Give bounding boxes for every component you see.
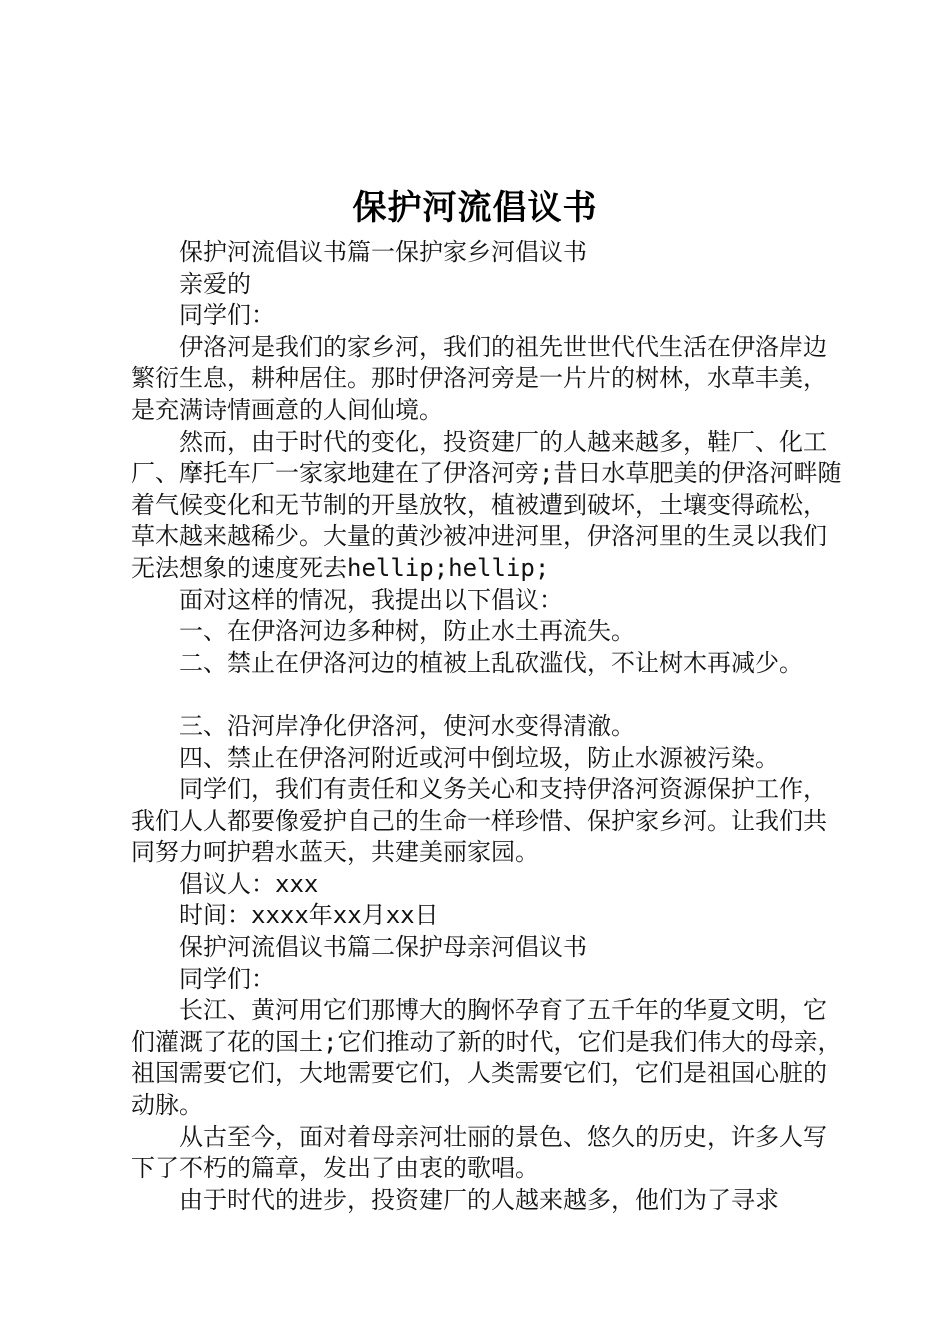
blank-line	[131, 679, 843, 711]
paragraph-proposal-lead: 面对这样的情况，我提出以下倡议：	[179, 585, 563, 614]
paragraph-subtitle-2: 保护河流倡议书篇二保护母亲河倡议书	[179, 933, 587, 962]
paragraph-call-to-action: 同学们，我们有责任和义务关心和支持伊洛河资源保护工作，我们人人都要像爱护自己的生命一样珍惜、保护家乡河。让我们共同努力呵护碧水蓝天，共建美丽家园。	[131, 775, 827, 867]
paragraph-addressee: 同学们：	[179, 301, 275, 330]
paragraph-signer: 倡议人：xxx	[179, 869, 319, 898]
paragraph-addressee-2: 同学们：	[179, 964, 275, 993]
paragraph-salutation: 亲爱的	[179, 269, 251, 298]
paragraph-progress: 由于时代的进步，投资建厂的人越来越多，他们为了寻求	[179, 1185, 779, 1214]
paragraph-proposal-3: 三、沿河岸净化伊洛河，使河水变得清澈。	[179, 711, 635, 740]
paragraph-mother-river: 长江、黄河用它们那博大的胸怀孕育了五千年的华夏文明，它们灌溉了花的国土;它们推动了新的时代，它们是我们伟大的母亲，祖国需要它们，大地需要它们，人类需要它们，它们是祖国心脏的动脉。	[131, 996, 842, 1120]
paragraph-subtitle-1: 保护河流倡议书篇一保护家乡河倡议书	[179, 238, 587, 266]
paragraph-intro: 伊洛河是我们的家乡河，我们的祖先世世代代生活在伊洛岸边繁衍生息，耕种居住。那时伊洛河旁是一片片的树林，水草丰美，是充满诗情画意的人间仙境。	[131, 332, 827, 424]
document-title: 保护河流倡议书	[352, 188, 598, 228]
paragraph-proposal-4: 四、禁止在伊洛河附近或河中倒垃圾，防止水源被污染。	[179, 743, 779, 772]
paragraph-history: 从古至今，面对着母亲河壮丽的景色、悠久的历史，许多人写下了不朽的篇章，发出了由衷的歌唱。	[131, 1122, 827, 1183]
paragraph-proposal-2: 二、禁止在伊洛河边的植被上乱砍滥伐，不让树木再减少。	[179, 648, 803, 677]
paragraph-problem: 然而，由于时代的变化，投资建厂的人越来越多，鞋厂、化工厂、摩托车厂一家家地建在了伊洛河旁;昔日水草肥美的伊洛河畔随着气候变化和无节制的开垦放牧，植被遭到破坏，土壤变得疏松，草木越来越稀少。大量的黄沙被冲进河里，伊洛河里的生灵以我们无法想象的速度死去hellip;hellip;	[131, 427, 842, 582]
document-body	[131, 237, 843, 1216]
paragraph-proposal-1: 一、在伊洛河边多种树，防止水土再流失。	[179, 617, 635, 646]
paragraph-date: 时间：xxxx年xx月xx日	[179, 901, 439, 930]
